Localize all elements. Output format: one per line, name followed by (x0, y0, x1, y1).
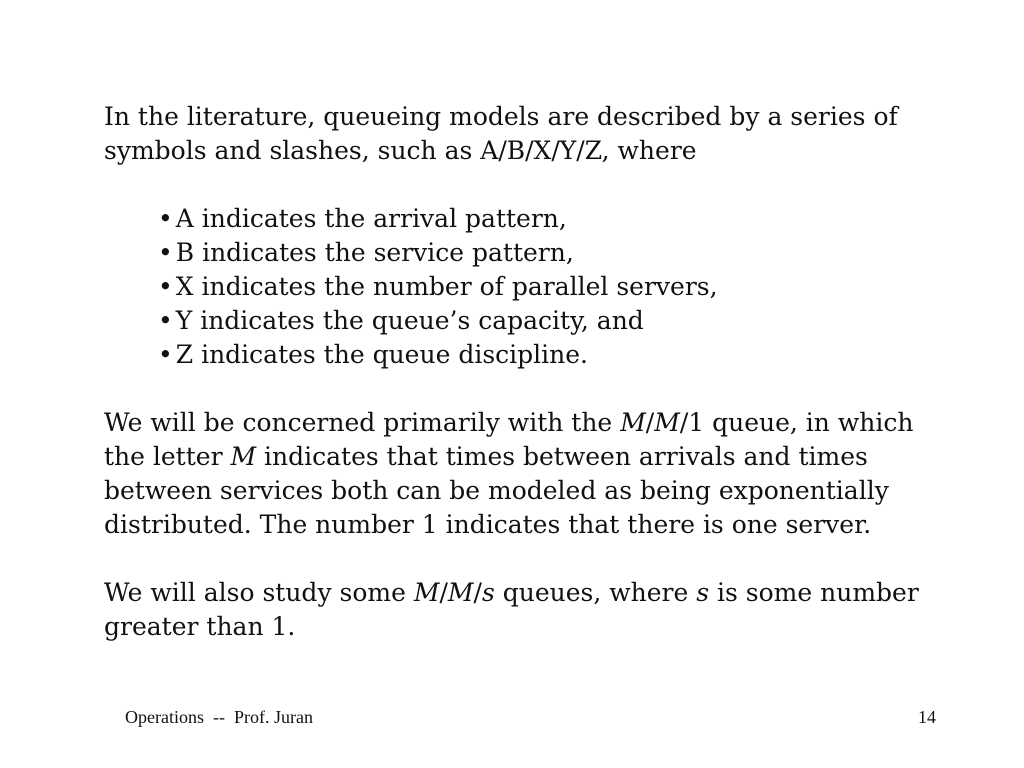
bullet-icon: • (158, 238, 173, 267)
bullet-text: X indicates the number of parallel servers, (175, 272, 718, 301)
math-m: M (413, 578, 440, 607)
mms-line-2: greater than 1. (104, 612, 296, 641)
bullet-item-discipline (158, 338, 964, 372)
bullet-icon: • (158, 204, 173, 233)
mms-paragraph (104, 576, 964, 644)
mm1-text: the letter (104, 442, 231, 471)
bullet-text: B indicates the service pattern, (175, 238, 574, 267)
bullet-item-arrival (158, 202, 964, 236)
bullet-item-service (158, 236, 964, 270)
mm1-paragraph (104, 406, 964, 542)
math-slash: / (473, 578, 482, 607)
bullet-text: Y indicates the queue’s capacity, and (175, 306, 644, 335)
spacer (104, 542, 964, 576)
mm1-line-4: distributed. The number 1 indicates that there is one server. (104, 510, 872, 539)
math-slash: / (645, 408, 655, 437)
intro-line-1: In the literature, queueing models are described by a series of (104, 102, 898, 131)
bullet-icon: • (158, 272, 173, 301)
mm1-line-3: between services both can be modeled as being exponentially (104, 476, 889, 505)
math-m: M (620, 408, 646, 437)
mms-text: is some number (709, 578, 919, 607)
mm1-text: /1 queue, in which (679, 408, 914, 437)
mm1-text: indicates that times between arrivals and times (256, 442, 868, 471)
page-number: 14 (918, 707, 936, 727)
math-m: M (447, 578, 474, 607)
math-s: s (696, 578, 710, 607)
slide-body (104, 100, 964, 644)
math-s: s (481, 578, 495, 607)
bullet-text: A indicates the arrival pattern, (175, 204, 567, 233)
bullet-list (104, 202, 964, 372)
intro-paragraph (104, 100, 964, 168)
bullet-item-capacity (158, 304, 964, 338)
spacer (104, 168, 964, 202)
bullet-icon: • (158, 340, 173, 369)
bullet-text: Z indicates the queue discipline. (175, 340, 588, 369)
footer-title: Operations -- Prof. Juran (125, 707, 313, 727)
spacer (104, 372, 964, 406)
bullet-item-servers (158, 270, 964, 304)
bullet-icon: • (158, 306, 173, 335)
math-m: M (230, 442, 257, 471)
math-m: M (654, 408, 680, 437)
math-slash: / (439, 578, 448, 607)
mms-text: queues, where (494, 578, 697, 607)
intro-line-2: symbols and slashes, such as A/B/X/Y/Z, where (104, 136, 697, 165)
mm1-text: We will be concerned primarily with the (104, 408, 621, 437)
mms-text: We will also study some (104, 578, 414, 607)
